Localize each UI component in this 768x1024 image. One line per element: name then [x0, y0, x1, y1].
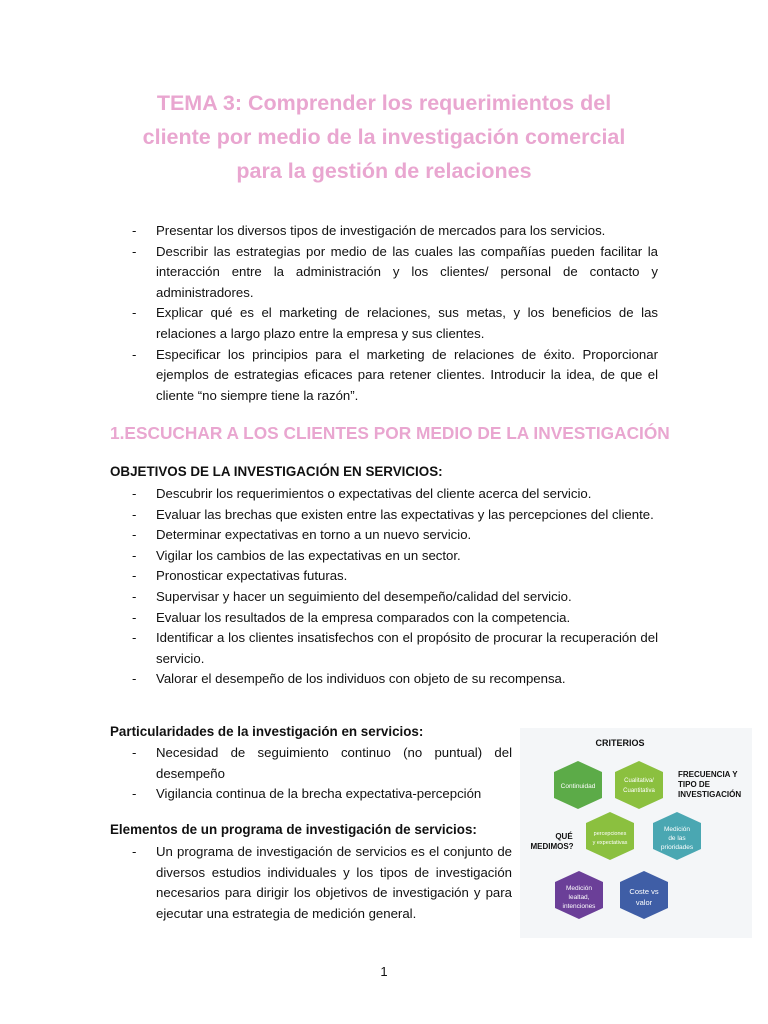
hex-label: Medición: [663, 826, 691, 833]
label-line: MEDIMOS?: [530, 842, 574, 851]
list-item: [110, 505, 658, 526]
list-item-text: Presentar los diversos tipos de investigación de mercados para los servicios.: [156, 223, 606, 238]
page-number: 1: [380, 964, 388, 979]
bullet-dash: -: [132, 844, 137, 859]
criteria-hexagon-diagram: [520, 728, 752, 938]
list-item: [110, 303, 658, 344]
label-line: FRECUENCIA Y: [678, 770, 738, 779]
list-item-text: Evaluar las brechas que existen entre las expectativas y las percepciones del cliente.: [156, 506, 654, 522]
list-item-text: Describir las estrategias por medio de las cuales las compañías pueden facilitar la interacción entre la administración y los clientes/ personal de contacto y administradores.: [156, 243, 658, 300]
bullet-dash: -: [132, 243, 137, 259]
label-line: INVESTIGACIÓN: [678, 790, 742, 799]
list-item-text: Especificar los principios para el marketing de relaciones de éxito. Proporcionar ejemplos de estrategias eficaces para retener clientes. Introducir la idea, de que el cliente “no siempre tiene la razón”.: [156, 346, 658, 403]
list-item-text: Identificar a los clientes insatisfechos con el propósito de procurar la recuperación del servicio.: [156, 630, 658, 666]
list-item: [110, 345, 658, 407]
hex-label: Medición: [565, 885, 593, 892]
list-item: [110, 525, 658, 546]
list-item: [110, 221, 658, 242]
list-item-text: Evaluar los resultados de la empresa comparados con la competencia.: [156, 609, 571, 625]
hex-label: prioridades: [660, 844, 694, 851]
title-line-3: para la gestión de relaciones: [236, 159, 532, 183]
list-item: [110, 546, 658, 567]
label-criterios: CRITERIOS: [595, 738, 645, 748]
list-item: [110, 784, 512, 805]
list-item: [110, 608, 658, 629]
bullet-dash: -: [132, 506, 137, 522]
hex-label: Cualitativa/: [624, 778, 654, 784]
list-item-text: Un programa de investigación de servicios es el conjunto de diversos estudios individuales y los tipos de investigación necesarios para dirigir los objetivos de investigación y para ejecutar una estrategia de medición general.: [156, 844, 512, 921]
list-item: [110, 669, 658, 690]
objectives-list: [110, 484, 658, 690]
list-item: [110, 242, 658, 304]
list-item-text: Determinar expectativas en torno a un nuevo servicio.: [156, 527, 472, 543]
hex-label: lealtad,: [568, 894, 590, 901]
list-item: [110, 628, 658, 669]
elements-title: Elementos de un programa de investigación de servicios:: [110, 822, 477, 837]
intro-list: [110, 221, 658, 406]
hex-label: Coste vs: [629, 887, 659, 896]
particular-list: [110, 743, 512, 805]
hex-label: percepciones: [593, 831, 627, 837]
bullet-dash: -: [132, 527, 137, 543]
hex-label: Continuidad: [560, 783, 596, 790]
elements-list: [110, 842, 512, 924]
list-item-text: Valorar el desempeño de los individuos con objeto de su recompensa.: [156, 671, 566, 687]
hex-label: de las: [668, 835, 686, 842]
bullet-dash: -: [132, 588, 137, 604]
list-item: [110, 566, 658, 587]
list-item-text: Descubrir los requerimientos o expectativas del cliente acerca del servicio.: [156, 486, 592, 501]
particular-title: Particularidades de la investigación en servicios:: [110, 724, 424, 739]
hex-label: intenciones: [562, 903, 596, 910]
bullet-dash: -: [132, 547, 137, 563]
list-item-text: Pronosticar expectativas futuras.: [156, 568, 348, 584]
list-item-text: Explicar qué es el marketing de relaciones, sus metas, y los beneficios de las relaciones a largo plazo entre la empresa y sus clientes.: [156, 305, 658, 341]
bullet-dash: -: [132, 305, 137, 321]
objectives-title: OBJETIVOS DE LA INVESTIGACIÓN EN SERVICIOS:: [110, 464, 443, 479]
bullet-dash: -: [132, 486, 137, 501]
list-item: [110, 842, 512, 924]
hex-label: y expectativas: [592, 840, 628, 846]
list-item-text: Necesidad de seguimiento continuo (no puntual) del desempeño: [156, 745, 512, 781]
hex-label: valor: [635, 898, 653, 907]
hex-label: Cuantitativa: [623, 788, 655, 794]
list-item-text: Vigilar los cambios de las expectativas en un sector.: [156, 547, 461, 563]
page-title: [110, 86, 658, 188]
label-line: QUÉ: [555, 832, 573, 841]
list-item: [110, 743, 512, 784]
bullet-dash: -: [132, 671, 137, 687]
list-item: [110, 484, 658, 505]
bullet-dash: -: [132, 223, 137, 238]
list-item-text: Supervisar y hacer un seguimiento del desempeño/calidad del servicio.: [156, 588, 572, 604]
title-line-2: cliente por medio de la investigación comercial: [142, 125, 626, 149]
bullet-dash: -: [132, 786, 137, 802]
bullet-dash: -: [132, 346, 137, 362]
section-heading: 1.ESCUCHAR A LOS CLIENTES POR MEDIO DE LA INVESTIGACIÓN: [110, 423, 670, 443]
bullet-dash: -: [132, 568, 137, 584]
list-item-text: Vigilancia continua de la brecha expectativa-percepción: [156, 786, 482, 802]
bullet-dash: -: [132, 745, 137, 760]
title-line-1: TEMA 3: Comprender los requerimientos del: [156, 91, 612, 115]
list-item: [110, 587, 658, 608]
bullet-dash: -: [132, 630, 137, 646]
label-line: TIPO DE: [678, 780, 711, 789]
bullet-dash: -: [132, 609, 137, 625]
